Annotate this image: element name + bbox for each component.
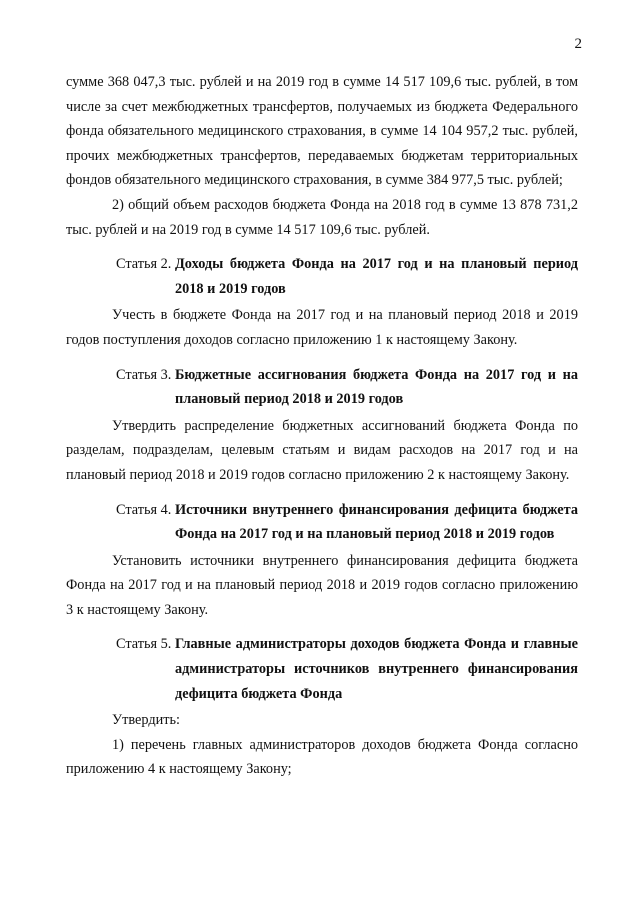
article-3-number: Статья 3. (116, 366, 175, 383)
article-5-body-item-1: 1) перечень главных администраторов доходов бюджета Фонда согласно приложению 4 к настоящему Закону; (66, 736, 578, 778)
article-3-title: Бюджетные ассигнования бюджета Фонда на 2017 год и на плановый период 2018 и 2019 годов (174, 366, 578, 408)
article-2-body: Учесть в бюджете Фонда на 2017 год и на плановый период 2018 и 2019 годов поступления доходов согласно приложению 1 к настоящему Закону. (66, 307, 578, 348)
article-4-number: Статья 4. (116, 501, 175, 518)
article-5-number: Статья 5. (116, 636, 175, 653)
document-body (66, 70, 578, 782)
article-4-title: Источники внутреннего финансирования дефицита бюджета Фонда на 2017 год и на плановый период 2018 и 2019 годов (174, 501, 578, 543)
article-5-title: Главные администраторы доходов бюджета Фонда и главные администраторы источников внутреннего финансирования дефицита бюджета Фонда (174, 636, 578, 702)
article-5-body-intro: Утвердить: (112, 712, 181, 729)
article-4-body: Установить источники внутреннего финансирования дефицита бюджета Фонда на 2017 год и на плановый период 2018 и 2019 годов согласно приложению 3 к настоящему Закону. (66, 552, 578, 618)
article-5-heading (116, 632, 578, 706)
article-3-body: Утвердить распределение бюджетных ассигнований бюджета Фонда по разделам, подразделам, целевым статьям и видам расходов на 2017 год и на плановый период 2018 и 2019 годов согласно приложению 2 к настоящему Закону. (66, 417, 578, 483)
article-3-heading (116, 363, 578, 412)
page-number: 2 (574, 36, 582, 52)
article-4-heading (116, 498, 578, 547)
intro-paragraph: сумме 368 047,3 тыс. рублей и на 2019 год в сумме 14 517 109,6 тыс. рублей, в том числе за счет межбюджетных трансфертов, получаемых из бюджета Федерального фонда обязательного медицинского страхования, в сумме 14 104 957,2 тыс. рублей, прочих межбюджетных трансфертов, передаваемых бюджетам территориальных фондов обязательного медицинского страхования, в сумме 384 977,5 тыс. рублей; (66, 74, 578, 189)
article-2-heading (116, 252, 578, 301)
item-2-paragraph: 2) общий объем расходов бюджета Фонда на 2018 год в сумме 13 878 731,2 тыс. рублей и на 2019 год в сумме 14 517 109,6 тыс. рублей. (66, 196, 578, 238)
article-2-title: Доходы бюджета Фонда на 2017 год и на плановый период 2018 и 2019 годов (174, 256, 578, 297)
article-2-number: Статья 2. (116, 256, 175, 273)
